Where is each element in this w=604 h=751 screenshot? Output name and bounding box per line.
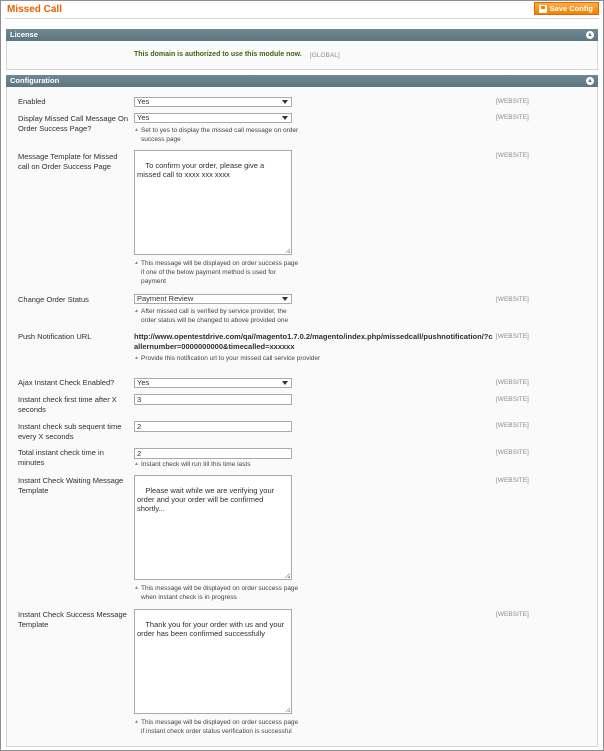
enabled-value: Yes xyxy=(137,97,150,106)
page-title: Missed Call xyxy=(7,4,63,15)
change-status-value: Payment Review xyxy=(137,294,194,303)
subsequent-check-input[interactable]: 2 xyxy=(134,421,292,432)
waiting-template-scope: [WEBSITE] xyxy=(496,477,529,484)
enabled-label: Enabled xyxy=(18,97,46,106)
message-template-scope: [WEBSITE] xyxy=(496,152,529,159)
waiting-template-value: Please wait while we are verifying your order and your order will be confirmed shortly... xyxy=(137,486,277,513)
save-config-button[interactable] xyxy=(534,2,599,15)
chevron-down-icon xyxy=(282,297,288,301)
chevron-down-icon xyxy=(282,116,288,120)
license-section-title: License xyxy=(10,30,38,39)
license-message: This domain is authorized to use this module now. xyxy=(134,51,302,58)
license-section-header[interactable] xyxy=(6,29,598,41)
enabled-select[interactable] xyxy=(134,97,292,107)
collapse-up-icon[interactable]: ▲ xyxy=(587,78,593,84)
total-time-input[interactable]: 2 xyxy=(134,448,292,459)
configuration-section-title: Configuration xyxy=(10,76,60,85)
push-url-scope: [WEBSITE] xyxy=(496,333,529,340)
change-status-note: ▲ After missed call is verified by service provider, the order status will be changed to above provided one xyxy=(134,307,299,325)
waiting-template-label: Instant Check Waiting Message Template xyxy=(18,476,124,495)
title-divider xyxy=(5,18,599,19)
collapse-up-icon[interactable]: ▲ xyxy=(587,32,593,38)
waiting-template-note: ▲ This message will be displayed on order success page when instant check is in progress xyxy=(134,584,299,602)
push-url-value: http://www.opentestdrive.com/qa//magento1.7.0.2/magento/index.php/missedcall/pushnotification/?callernumber=0000000000&timecalled=xxxxxx xyxy=(134,332,493,351)
ajax-enabled-label: Ajax Instant Check Enabled? xyxy=(18,378,115,387)
license-section-body xyxy=(6,41,598,70)
display-missed-scope: [WEBSITE] xyxy=(496,114,529,121)
display-missed-select[interactable] xyxy=(134,113,292,123)
message-template-value: To confirm your order, please give a missed call to xxxx xxx xxxx xyxy=(137,161,267,179)
waiting-template-textarea[interactable] xyxy=(134,475,292,580)
first-check-label: Instant check first time after X seconds xyxy=(18,395,117,414)
change-status-label: Change Order Status xyxy=(18,295,89,304)
success-template-textarea[interactable] xyxy=(134,609,292,714)
change-status-select[interactable] xyxy=(134,294,292,304)
save-icon xyxy=(539,5,547,13)
resize-handle-icon[interactable] xyxy=(285,248,290,253)
display-missed-value: Yes xyxy=(137,113,150,122)
message-template-textarea[interactable] xyxy=(134,150,292,255)
first-check-scope: [WEBSITE] xyxy=(496,396,529,403)
ajax-enabled-value: Yes xyxy=(137,378,150,387)
ajax-enabled-select[interactable] xyxy=(134,378,292,388)
chevron-down-icon xyxy=(282,100,288,104)
total-time-scope: [WEBSITE] xyxy=(496,449,529,456)
total-time-label: Total instant check time in minutes xyxy=(18,448,104,467)
success-template-value: Thank you for your order with us and your order has been confirmed successfully xyxy=(137,620,287,638)
push-url-note: ▲ Provide this notification url to your missed call service provider xyxy=(134,354,334,363)
change-status-scope: [WEBSITE] xyxy=(496,296,529,303)
configuration-section-body xyxy=(6,87,598,747)
success-template-note: ▲ This message will be displayed on order success page if instant check order status verification is successful xyxy=(134,718,299,736)
success-template-scope: [WEBSITE] xyxy=(496,611,529,618)
message-template-note: ▲ This message will be displayed on order success page if one of the below payment method is used for payment xyxy=(134,259,299,286)
push-url-label: Push Notification URL xyxy=(18,332,92,341)
display-missed-label: Display Missed Call Message On Order Success Page? xyxy=(18,114,129,133)
license-scope: [GLOBAL] xyxy=(310,52,340,59)
first-check-input[interactable]: 3 xyxy=(134,394,292,405)
total-time-note: ▲ Instant check will run till this time lasts xyxy=(134,460,299,469)
subsequent-check-label: Instant check sub sequent time every X seconds xyxy=(18,422,122,441)
resize-handle-icon[interactable] xyxy=(285,573,290,578)
message-template-label: Message Template for Missed call on Order Success Page xyxy=(18,152,118,171)
display-missed-note: ▲ Set to yes to display the missed call message on order success page xyxy=(134,126,299,144)
ajax-enabled-scope: [WEBSITE] xyxy=(496,379,529,386)
subsequent-check-scope: [WEBSITE] xyxy=(496,422,529,429)
success-template-label: Instant Check Success Message Template xyxy=(18,610,127,629)
save-config-label: Save Config xyxy=(549,4,593,13)
configuration-section-header[interactable] xyxy=(6,75,598,87)
resize-handle-icon[interactable] xyxy=(285,707,290,712)
chevron-down-icon xyxy=(282,381,288,385)
enabled-scope: [WEBSITE] xyxy=(496,98,529,105)
